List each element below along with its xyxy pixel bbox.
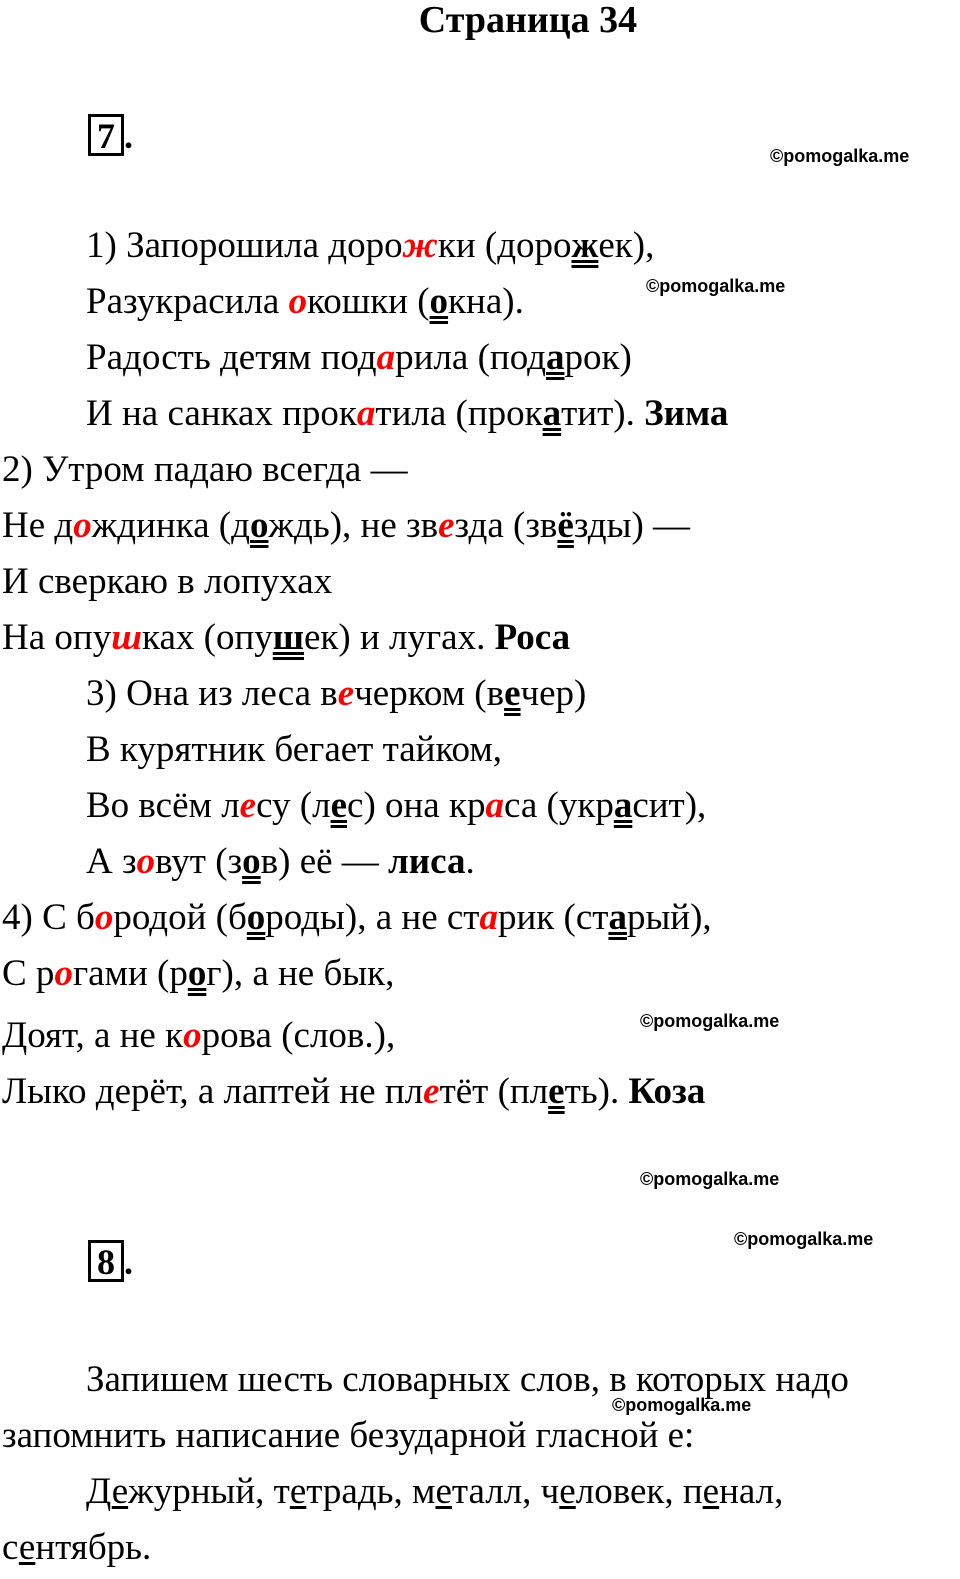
riddle-line (2, 896, 712, 940)
line-text: с) она кр (347, 785, 486, 826)
line-text: запомнить написание безударной гласной е: (2, 1415, 695, 1456)
line-text: 2) Утром падаю всегда — (2, 449, 408, 490)
underlined-letter: е (435, 1471, 452, 1512)
watermark: ©pomogalka.me (734, 1229, 874, 1249)
riddle-answer: лиса (388, 841, 466, 882)
line-text: ждинка (д (91, 505, 250, 546)
check-letter: а (542, 393, 562, 434)
line-text: И сверкаю в лопухах (2, 561, 333, 602)
riddle-line (86, 336, 632, 380)
line-text: нтябрь. (35, 1527, 152, 1568)
check-letter: ш (272, 617, 304, 658)
line-text: кошки ( (307, 281, 430, 322)
line-text: традь, м (306, 1471, 436, 1512)
riddle-line (86, 224, 654, 268)
highlighted-letter: е (423, 1071, 440, 1112)
highlighted-letter: о (94, 897, 114, 938)
line-text: рик (ст (497, 897, 609, 938)
check-letter: е (330, 785, 348, 826)
check-letter: о (429, 281, 449, 322)
line-text: родой (б (113, 897, 247, 938)
line-text: роды), а не ст (265, 897, 480, 938)
highlighted-letter: ж (402, 225, 438, 266)
text-line (86, 1470, 783, 1514)
line-text: ть). (564, 1071, 629, 1112)
check-letter: а (545, 337, 565, 378)
line-text: рила (под (395, 337, 546, 378)
line-text: ек), (598, 225, 655, 266)
line-text: журный, т (128, 1471, 290, 1512)
riddle-line (2, 616, 570, 660)
line-text: тёт (пл (439, 1071, 549, 1112)
highlighted-letter: о (136, 841, 156, 882)
riddle-answer: Коза (628, 1071, 706, 1112)
line-text: А з (86, 841, 137, 882)
line-text: кна). (448, 281, 524, 322)
line-text: рок) (564, 337, 632, 378)
line-text: рый), (626, 897, 712, 938)
line-text: . (465, 841, 475, 882)
watermark: ©pomogalka.me (640, 1011, 780, 1031)
line-text: рова (слов.), (201, 1015, 396, 1056)
highlighted-letter: е (438, 505, 455, 546)
highlighted-letter: а (376, 337, 396, 378)
line-text: зды) — (573, 505, 691, 546)
line-text: тит). (561, 393, 645, 434)
riddle-line (2, 504, 690, 548)
line-text: 4) С б (2, 897, 95, 938)
riddle-line (86, 280, 524, 324)
check-letter: ж (571, 225, 599, 266)
line-text: гами (р (72, 953, 188, 994)
line-text: талл, ч (451, 1471, 560, 1512)
line-text: зда (зв (454, 505, 558, 546)
line-text: в) её — (260, 841, 389, 882)
riddle-answer: Зима (644, 393, 729, 434)
check-letter: о (187, 953, 207, 994)
riddle-line (2, 448, 408, 492)
text-line (86, 1358, 849, 1402)
riddle-line (86, 672, 586, 716)
task-8-number: 8 . (88, 1240, 133, 1282)
line-text: тила (прок (375, 393, 543, 434)
line-text: ловек, п (575, 1471, 703, 1512)
line-text: вут (з (155, 841, 243, 882)
highlighted-letter: а (485, 785, 504, 826)
watermark: ©pomogalka.me (770, 146, 910, 166)
line-text: 1) Запорошила доро (86, 225, 403, 266)
line-text: Разукрасила (86, 281, 289, 322)
highlighted-letter: е (239, 785, 257, 826)
line-text: сит), (632, 785, 707, 826)
line-text: Не д (2, 505, 74, 546)
line-text: Д (86, 1471, 112, 1512)
text-line (2, 1526, 151, 1570)
line-text: с (2, 1527, 19, 1568)
line-text: Во всём л (86, 785, 240, 826)
watermark: ©pomogalka.me (612, 1395, 752, 1415)
riddle-line (2, 560, 332, 604)
highlighted-letter: о (288, 281, 308, 322)
riddle-answer: Роса (494, 617, 571, 658)
check-letter: е (504, 673, 521, 714)
watermark: ©pomogalka.me (640, 1169, 780, 1189)
riddle-line (2, 952, 394, 996)
page-title: Страница 34 (418, 0, 638, 41)
line-text: са (укр (503, 785, 614, 826)
line-text: Запишем шесть словарных слов, в которых надо (86, 1359, 849, 1400)
riddle-line (2, 1014, 395, 1058)
underlined-letter: е (111, 1471, 129, 1512)
line-text: нал, (719, 1471, 784, 1512)
line-text: ек) и лугах. (304, 617, 495, 658)
check-letter: а (608, 897, 627, 938)
underlined-letter: е (559, 1471, 576, 1512)
line-text: 3) Она из леса в (86, 673, 338, 714)
line-text: Лыко дерёт, а лаптей не пл (2, 1071, 424, 1112)
line-text: С р (2, 953, 55, 994)
line-text: ках (опу (142, 617, 273, 658)
task-7-number: 7 . (88, 114, 133, 156)
check-letter: ё (557, 505, 574, 546)
highlighted-letter: а (356, 393, 376, 434)
riddle-line (2, 1070, 705, 1114)
highlighted-letter: е (337, 673, 355, 714)
line-text: г), а не бык, (206, 953, 395, 994)
check-letter: о (242, 841, 261, 882)
highlighted-letter: а (479, 897, 498, 938)
line-text: черком (в (354, 673, 505, 714)
highlighted-letter: о (73, 505, 92, 546)
check-letter: о (246, 897, 266, 938)
riddle-line (86, 840, 475, 884)
riddle-line (86, 784, 706, 828)
check-letter: а (613, 785, 633, 826)
line-text: ждь), не зв (268, 505, 439, 546)
underlined-letter: е (18, 1527, 36, 1568)
check-letter: о (249, 505, 269, 546)
line-text: На опу (2, 617, 112, 658)
watermark: ©pomogalka.me (646, 276, 786, 296)
highlighted-letter: ш (111, 617, 143, 658)
text-line (2, 1414, 694, 1458)
highlighted-letter: о (54, 953, 73, 994)
line-text: Доят, а не к (2, 1015, 184, 1056)
check-letter: е (548, 1071, 565, 1112)
riddle-line (86, 728, 502, 772)
riddle-line (86, 392, 728, 436)
line-text: су (л (256, 785, 331, 826)
line-text: чер) (520, 673, 587, 714)
line-text: ки (доро (437, 225, 572, 266)
line-text: Радость детям под (86, 337, 377, 378)
line-text: В курятник бегает тайком, (86, 729, 502, 770)
underlined-letter: е (289, 1471, 307, 1512)
underlined-letter: е (702, 1471, 720, 1512)
line-text: И на санках прок (86, 393, 357, 434)
highlighted-letter: о (183, 1015, 202, 1056)
